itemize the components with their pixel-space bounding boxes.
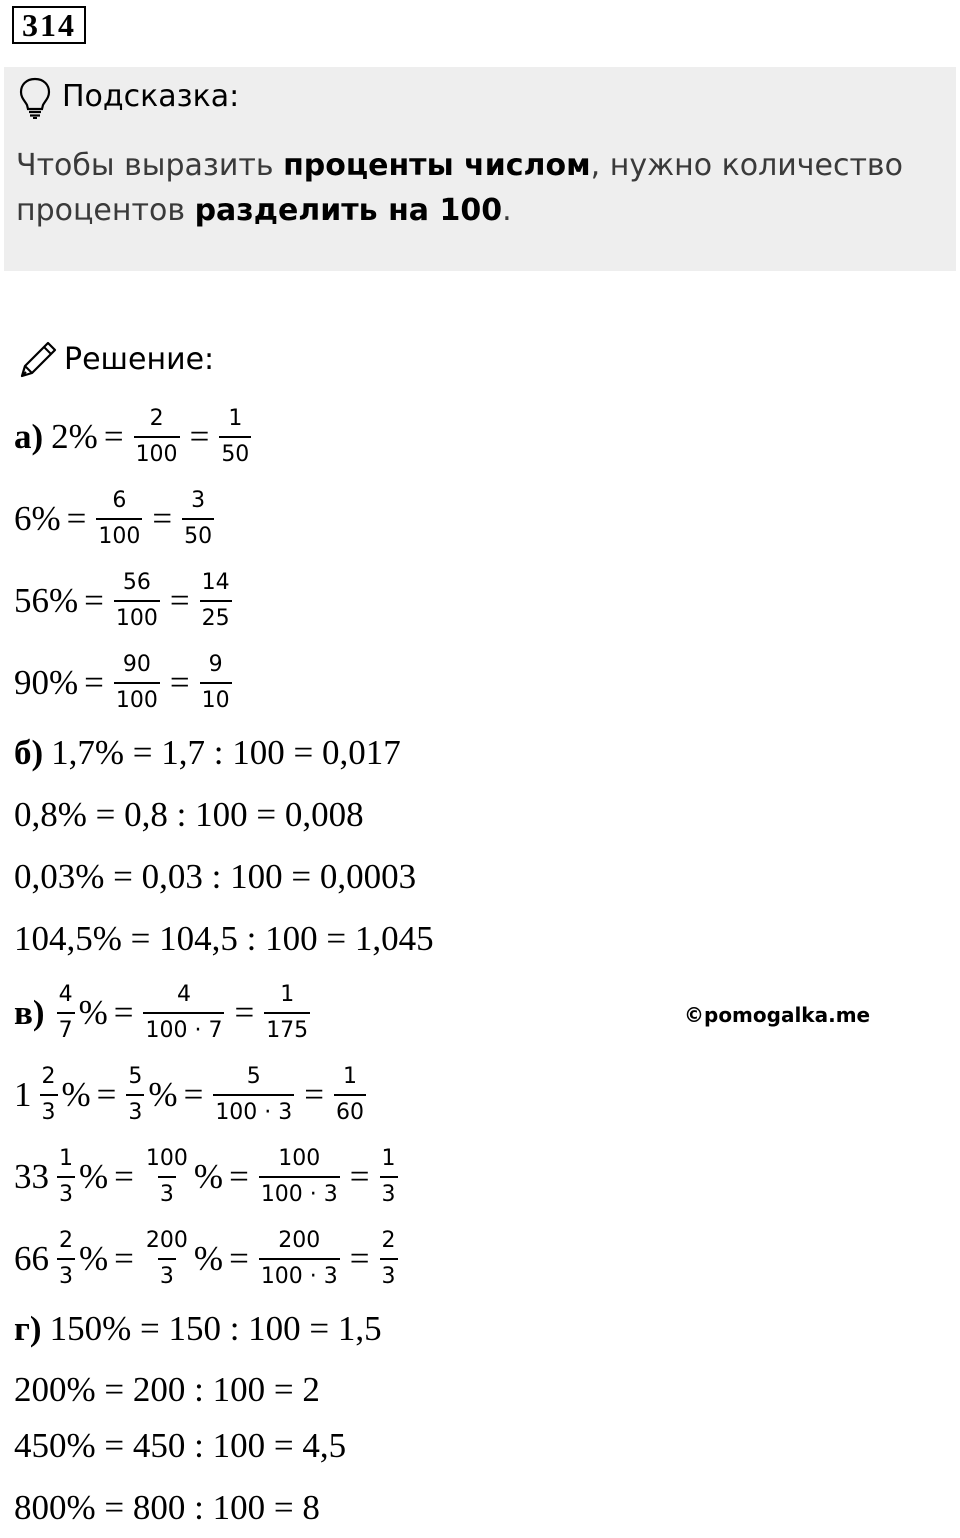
fraction: $\frac{100}{3}$	[145, 1146, 188, 1207]
hint-text: Чтобы выразить проценты числом, нужно количество процентов разделить на 100.	[16, 148, 903, 228]
equation-v1: в) $\frac{4}{7}$ % = $\frac{4}{100 \cdot 7}$ = $\frac{1}{175}$	[14, 982, 309, 1043]
equation-a3: 56% = $\frac{56}{100}$ = $\frac{14}{25}$	[14, 570, 230, 631]
fraction: $\frac{1}{3}$	[59, 1146, 73, 1207]
fraction: $\frac{4}{100 \cdot 7}$	[145, 982, 223, 1043]
equation-a2: 6% = $\frac{6}{100}$ = $\frac{3}{50}$	[14, 488, 213, 549]
fraction: $\frac{5}{100 \cdot 3}$	[215, 1064, 293, 1125]
lightbulb-icon	[18, 77, 52, 119]
fraction: $\frac{1}{50}$	[221, 406, 250, 467]
fraction: $\frac{2}{3}$	[59, 1228, 73, 1289]
solution-title: Решение:	[64, 342, 215, 377]
equation-g1: г) 150% = 150 : 100 = 1,5	[14, 1309, 382, 1348]
fraction: $\frac{3}{50}$	[184, 488, 213, 549]
fraction: $\frac{200}{3}$	[145, 1228, 188, 1289]
fraction: $\frac{9}{10}$	[201, 652, 230, 713]
equation-v4: 66 $\frac{2}{3}$ % = $\frac{200}{3}$ % = $\frac{200}{100 \cdot 3}$ = $\frac{2}{3}$	[14, 1228, 396, 1289]
hint-title: Подсказка:	[62, 79, 240, 114]
equation-a4: 90% = $\frac{90}{100}$ = $\frac{9}{10}$	[14, 652, 230, 713]
fraction: $\frac{4}{7}$	[58, 982, 73, 1043]
watermark: ©pomogalka.me	[684, 1003, 871, 1027]
equation-v3: 33 $\frac{1}{3}$ % = $\frac{100}{3}$ % = $\frac{100}{100 \cdot 3}$ = $\frac{1}{3}$	[14, 1146, 396, 1207]
hint-box	[4, 67, 956, 271]
fraction: $\frac{56}{100}$	[115, 570, 158, 631]
fraction: $\frac{6}{100}$	[98, 488, 141, 549]
equation-a1: а) 2% = $\frac{2}{100}$ = $\frac{1}{50}$	[14, 406, 250, 467]
pencil-icon	[16, 338, 60, 382]
equation-v2: 1 $\frac{2}{3}$ % = $\frac{5}{3}$ % = $\frac{5}{100 \cdot 3}$ = $\frac{1}{60}$	[14, 1064, 365, 1125]
equation-g2: 200% = 200 : 100 = 2	[14, 1370, 320, 1409]
fraction: $\frac{200}{100 \cdot 3}$	[260, 1228, 338, 1289]
fraction: $\frac{2}{100}$	[135, 406, 178, 467]
equation-b1: б) 1,7% = 1,7 : 100 = 0,017	[14, 733, 401, 772]
fraction: $\frac{14}{25}$	[201, 570, 230, 631]
fraction: $\frac{2}{3}$	[41, 1064, 56, 1125]
fraction: $\frac{1}{60}$	[336, 1064, 365, 1125]
fraction: $\frac{1}{175}$	[266, 982, 309, 1043]
equation-b4: 104,5% = 104,5 : 100 = 1,045	[14, 919, 434, 958]
fraction: $\frac{100}{100 \cdot 3}$	[260, 1146, 338, 1207]
fraction: $\frac{90}{100}$	[115, 652, 158, 713]
fraction: $\frac{1}{3}$	[381, 1146, 396, 1207]
task-number: 314	[12, 6, 86, 44]
fraction: $\frac{5}{3}$	[128, 1064, 143, 1125]
fraction: $\frac{2}{3}$	[381, 1228, 396, 1289]
equation-g3: 450% = 450 : 100 = 4,5	[14, 1426, 347, 1465]
equation-g4: 800% = 800 : 100 = 8	[14, 1488, 320, 1527]
equation-b3: 0,03% = 0,03 : 100 = 0,0003	[14, 857, 417, 896]
equation-b2: 0,8% = 0,8 : 100 = 0,008	[14, 795, 364, 834]
